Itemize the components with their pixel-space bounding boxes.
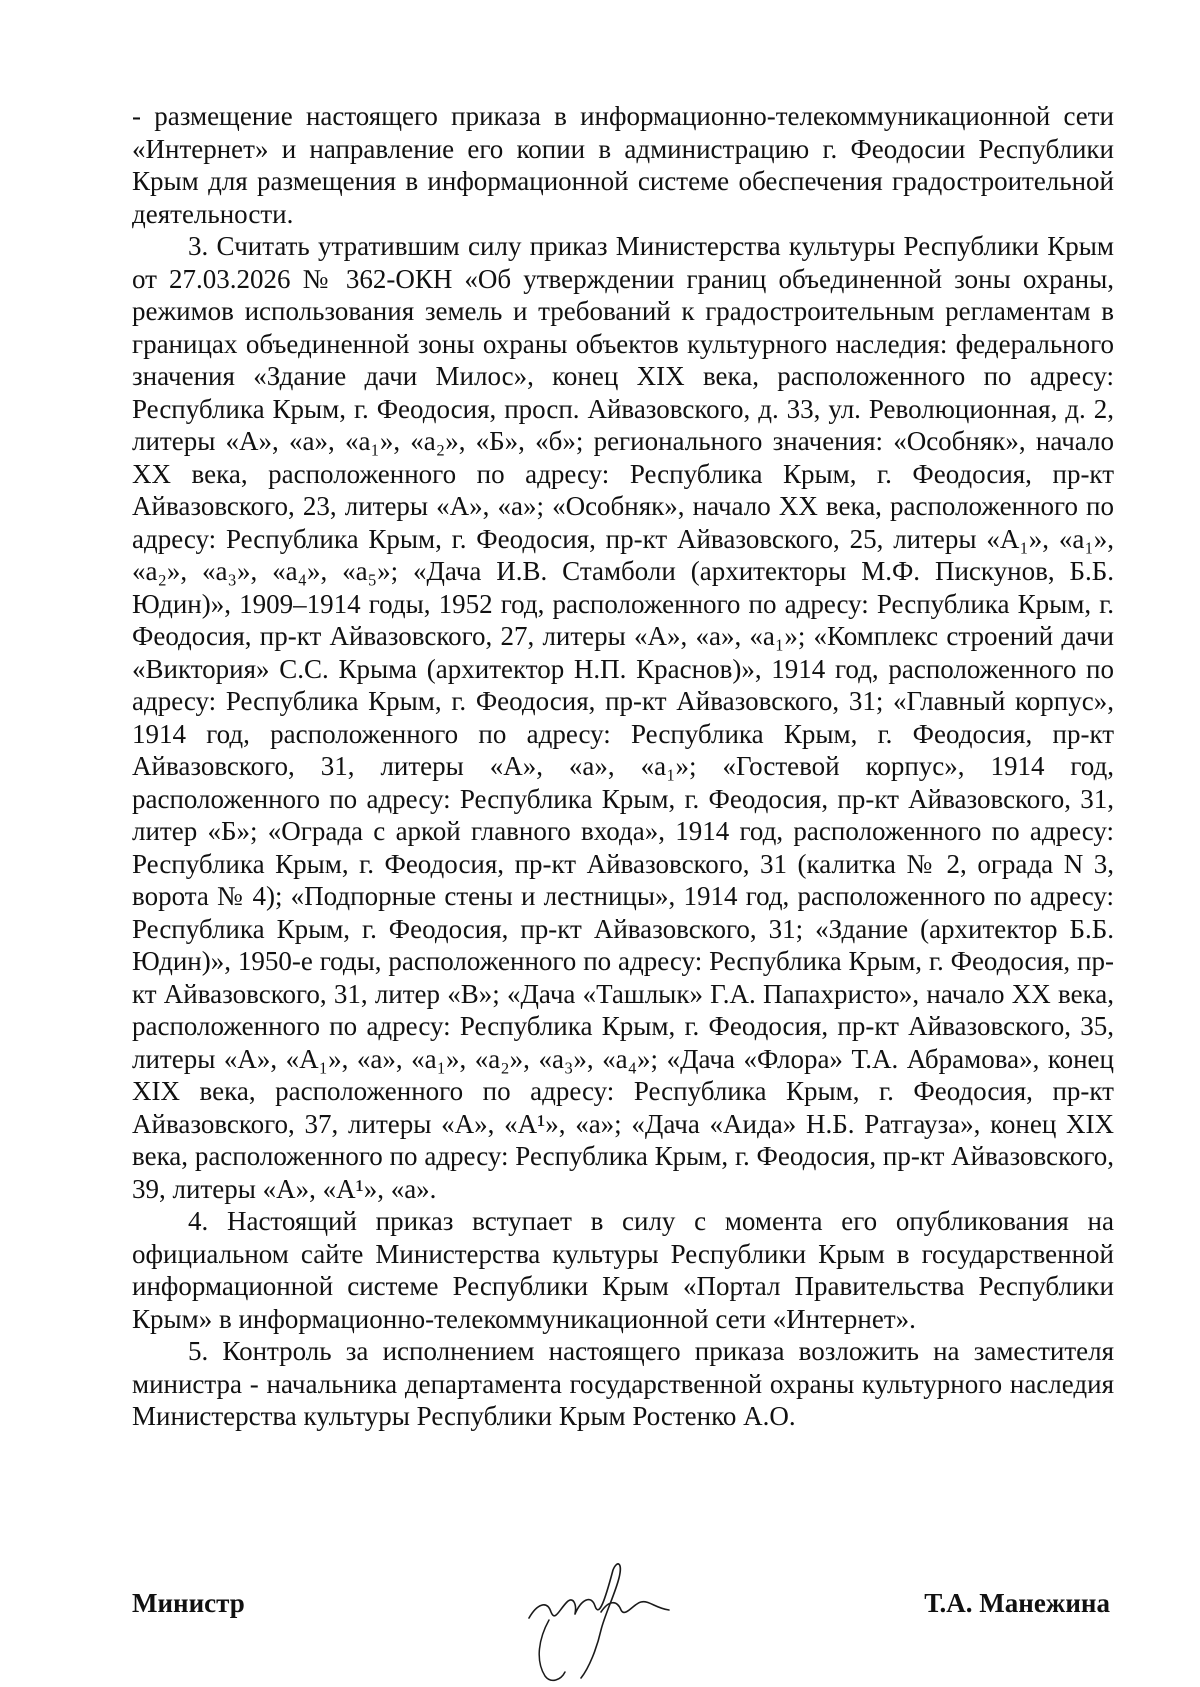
signatory-name: Т.А. Манежина [924,1588,1110,1618]
paragraph-5-control: 5. Контроль за исполнением настоящего приказа возложить на заместителя министра - начальника департамента государственной охраны культурного наследия Министерства культуры Республики Крым Ростенко А.О. [132,1336,1114,1431]
handwritten-signature [525,1560,695,1685]
paragraph-4-entry-into-force: 4. Настоящий приказ вступает в силу с момента его опубликования на официальном сайте Министерства культуры Республики Крым в государственной информационной системе Республики Крым «Портал Правительства Республики Крым» в информационно-телекоммуникационной сети «Интернет». [132,1206,1114,1334]
paragraph-publication-item: - размещение настоящего приказа в информационно-телекоммуникационной сети «Интернет» и направление его копии в администрацию г. Феодосии Республики Крым для размещения в информационной системе обеспечения градостроительной деятельности. [132,101,1114,229]
paragraph-3-repeal: 3. Считать утратившим силу приказ Министерства культуры Республики Крым от 27.03.2026 № 362-ОКН «Об утверждении границ объединенной зоны охраны, режимов использования земель и требований к градостроительным регламентам в границах объединенной зоны охраны объектов культурного наследия: федерального значения «Здание дачи Милос», конец XIX века, расположенного по адресу: Республика Крым, г. Феодосия, просп. Айвазовского, д. 33, ул. Революционная, д. 2, литеры «А», «а», «а₁», «а₂», «Б», «б»; регионального значения: «Особняк», начало XX века, расположенного по адресу: Республика Крым, г. Феодосия, пр-кт Айвазовского, 23, литеры «А», «а»; «Особняк», начало XX века, расположенного по адресу: Республика Крым, г. Феодосия, пр-кт Айвазовского, 25, литеры «А₁», «а₁», «а₂», «а₃», «а₄», «а₅»; «Дача И.В. Стамболи (архитекторы М.Ф. Пискунов, Б.Б. Юдин)», 1909–1914 годы, 1952 год, расположенного по адресу: Республика Крым, г. Феодосия, пр-кт Айвазовского, 27, литеры «А», «а», «а₁»; «Комплекс строений дачи «Виктория» С.С. Крыма (архитектор Н.П. Краснов)», 1914 год, расположенного по адресу: Республика Крым, г. Феодосия, пр-кт Айвазовского, 31; «Главный корпус», 1914 год, расположенного по адресу: Республика Крым, г. Феодосия, пр-кт Айвазовского, 31, литеры «А», «а», «а₁»; «Гостевой корпус», 1914 год, расположенного по адресу: Республика Крым, г. Феодосия, пр-кт Айвазовского, 31, литер «Б»; «Ограда с аркой главного входа», 1914 год, расположенного по адресу: Республика Крым, г. Феодосия, пр-кт Айвазовского, 31 (калитка № 2, ограда N 3, ворота № 4); «Подпорные стены и лестницы», 1914 год, расположенного по адресу: Республика Крым, г. Феодосия, пр-кт Айвазовского, 31; «Здание (архитектор Б.Б. Юдин)», 1950-е годы, расположенного по адресу: Республика Крым, г. Феодосия, пр-кт Айвазовского, 31, литер «В»; «Дача «Ташлык» Г.А. Папахристо», начало XX века, расположенного по адресу: Республика Крым, г. Феодосия, пр-кт Айвазовского, 35, литеры «А», «А₁», «а», «а₁», «а₂», «а₃», «а₄»; «Дача «Флора» Т.А. Абрамова», конец XIX века, расположенного по адресу: Республика Крым, г. Феодосия, пр-кт Айвазовского, 37, литеры «А», «А¹», «а»; «Дача «Аида» Н.Б. Ратгауза», конец XIX века, расположенного по адресу: Республика Крым, г. Феодосия, пр-кт Айвазовского, 39, литеры «А», «А¹», «а». [132,231,1114,1204]
signatory-title: Министр [132,1588,245,1618]
